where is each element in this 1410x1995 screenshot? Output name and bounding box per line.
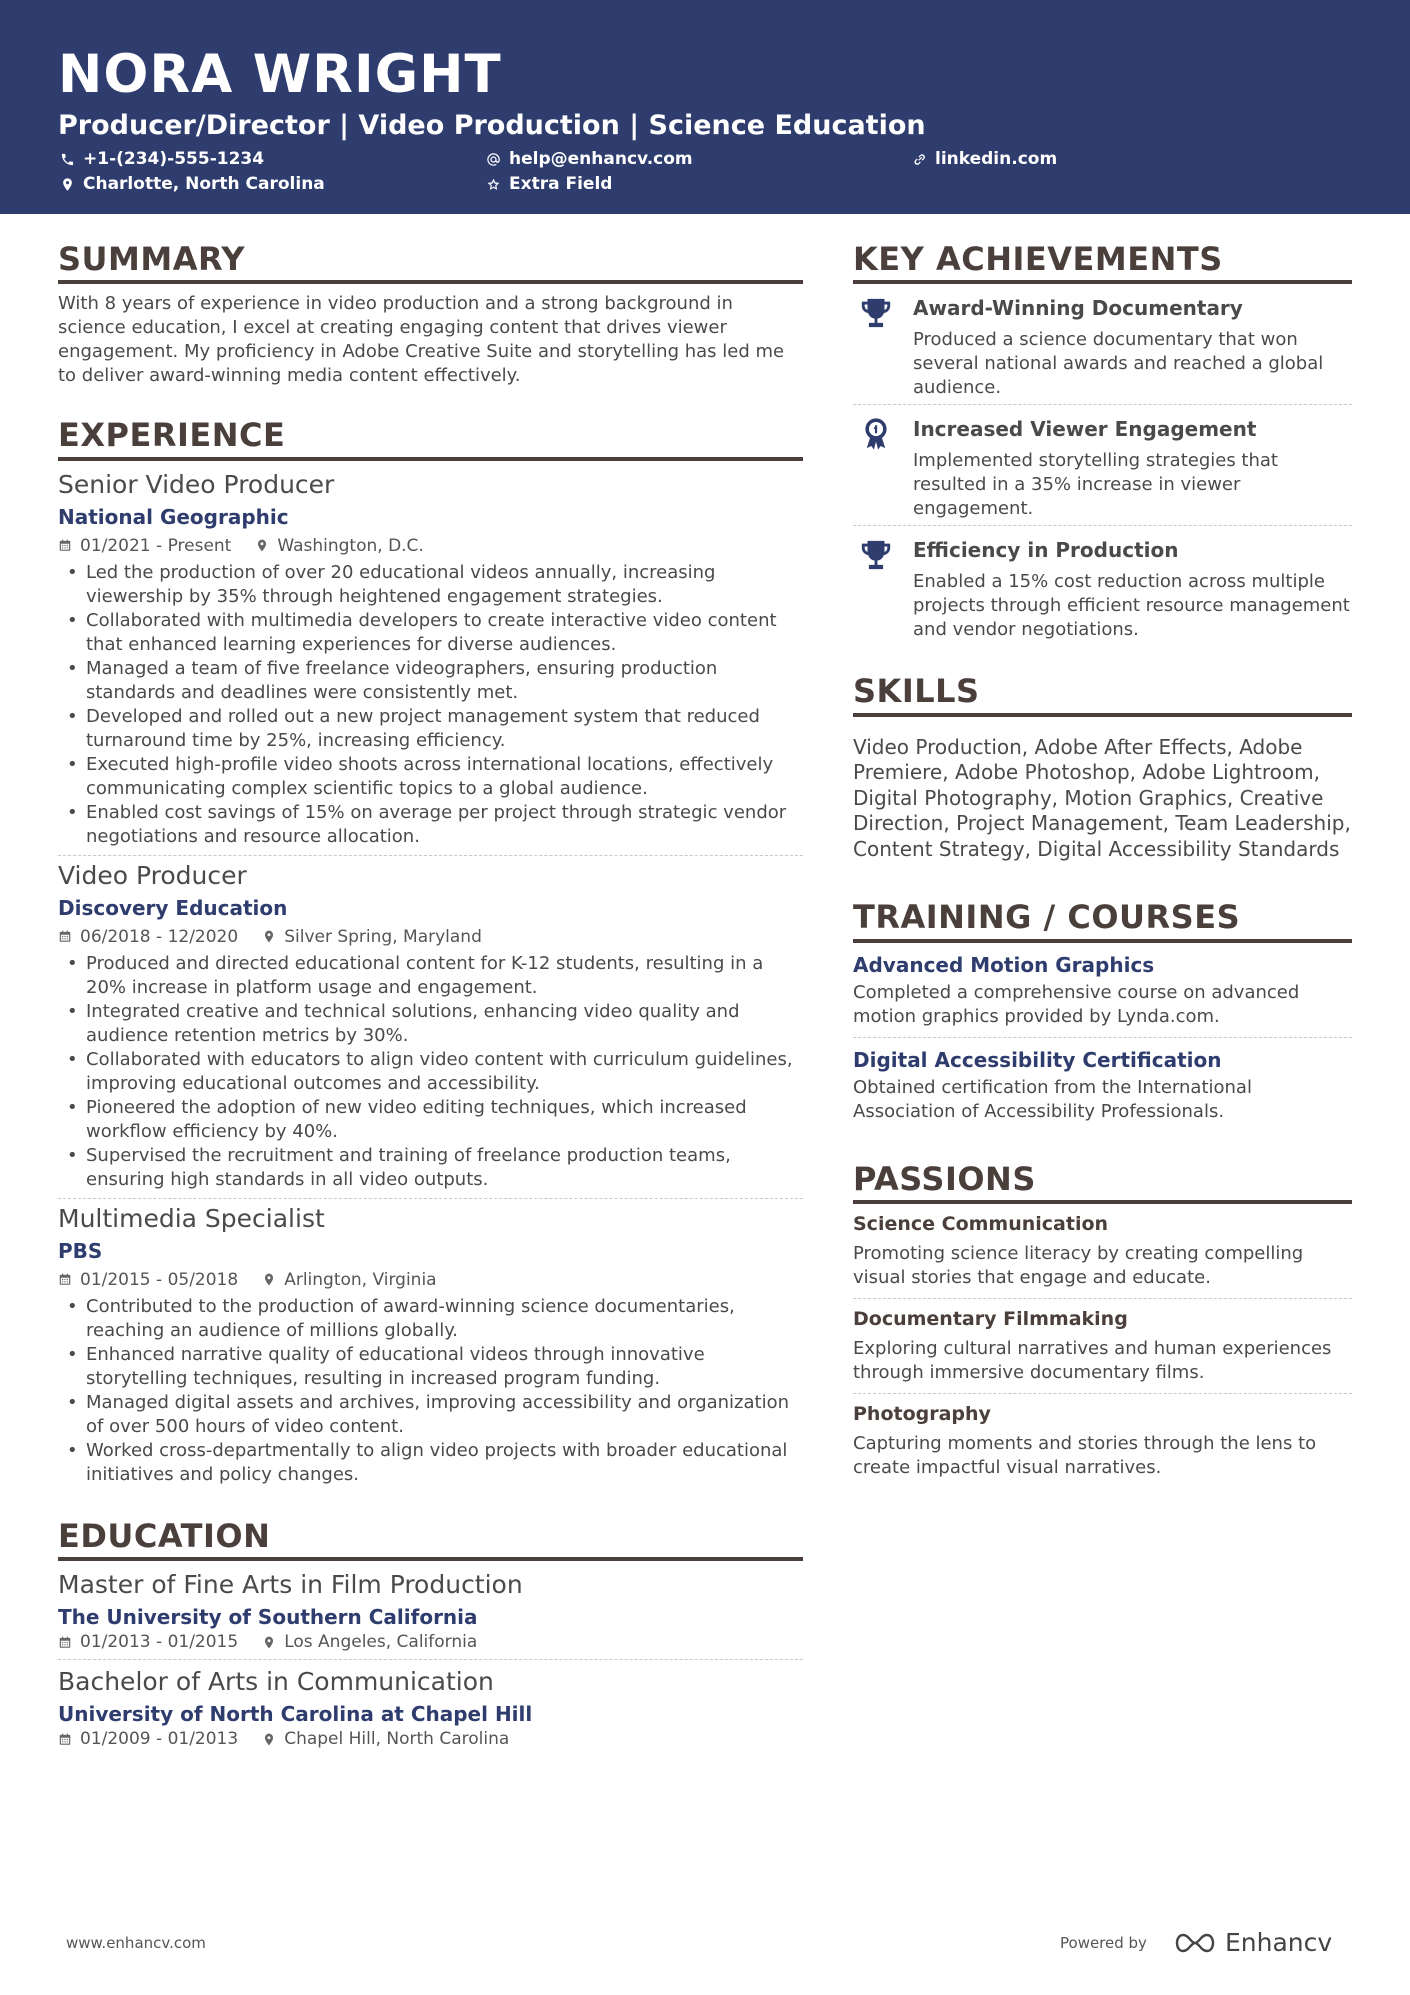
job-dates (58, 535, 231, 557)
bullet-item: • Contributed to the production of award-winning science documentaries, reaching an audience of millions globally. (58, 1295, 803, 1343)
school-name: University of North Carolina at Chapel Hill (58, 1702, 533, 1727)
passions-heading: PASSIONS (853, 1160, 1352, 1204)
achievement-body (913, 415, 1352, 521)
education-heading: EDUCATION (58, 1517, 803, 1561)
achievement-desc: Enabled a 15% cost reduction across multiple projects through efficient resource management and vendor negotiations. (913, 571, 1350, 641)
trophy-icon (859, 296, 893, 330)
calendar-icon (58, 538, 72, 553)
brand-name: Enhancv (1224, 1928, 1333, 1957)
job-meta (58, 1269, 803, 1291)
bullet-item: • Supervised the recruitment and training of freelance production teams, ensuring high standards in all video outputs. (58, 1144, 803, 1192)
degree-title: Bachelor of Arts in Communication (58, 1667, 494, 1697)
bullet-item: • Developed and rolled out a new project management system that reduced turnaround time by 25%, increasing efficiency. (58, 705, 803, 753)
location-pin-icon (262, 1635, 276, 1650)
summary-text: With 8 years of experience in video production and a strong background in science education, I excel at creating engaging content that drives viewer engagement. My proficiency in Adobe Creative Suite and storytelling has led me to deliver award-winning media content effectively. (58, 293, 785, 387)
contact-extra (486, 174, 612, 194)
passion-desc: Capturing moments and stories through the lens to create impactful visual narratives. (853, 1433, 1317, 1479)
candidate-name: NORA WRIGHT (58, 44, 502, 105)
job-entry (58, 860, 803, 1199)
education-meta (58, 1728, 803, 1750)
linkedin-text[interactable]: linkedin.com (935, 149, 1058, 169)
footer-branding (1060, 1928, 1332, 1957)
education-meta (58, 1631, 803, 1653)
company-name: Discovery Education (58, 895, 288, 920)
course-title: Advanced Motion Graphics (853, 952, 1155, 977)
education-entry (58, 1666, 803, 1756)
skills-section (853, 672, 1352, 862)
job-location (262, 1269, 436, 1291)
course-item (853, 943, 1352, 1038)
achievement-desc: Implemented storytelling strategies that resulted in a 35% increase in viewer engagement. (913, 450, 1278, 520)
footer-website[interactable]: www.enhancv.com (66, 1934, 206, 1952)
job-entry (58, 1203, 803, 1493)
bullet-item: • Enabled cost savings of 15% on average per project through strategic vendor negotiations and resource allocation. (58, 801, 803, 849)
dates-text: 01/2013 - 01/2015 (80, 1632, 239, 1653)
dates-text: 01/2009 - 01/2013 (80, 1729, 239, 1750)
extra-text: Extra Field (509, 174, 613, 194)
passion-desc: Promoting science literacy by creating compelling visual stories that engage and educate. (853, 1243, 1304, 1289)
job-meta (58, 926, 803, 948)
bullet-item: • Led the production of over 20 educational videos annually, increasing viewership by 35% through heightened engagement strategies. (58, 561, 803, 609)
school-name: The University of Southern California (58, 1605, 478, 1630)
job-meta (58, 535, 803, 557)
star-icon (486, 177, 501, 192)
achievement-item (853, 405, 1352, 526)
skills-heading: SKILLS (853, 672, 1352, 716)
bullet-item: • Pioneered the adoption of new video editing techniques, which increased workflow efficiency by 40%. (58, 1096, 803, 1144)
achievement-icon-wrap (853, 294, 913, 400)
enhancv-logo-icon (1173, 1931, 1217, 1955)
bullet-item: • Enhanced narrative quality of educational videos through innovative storytelling techniques, resulting in increased program funding. (58, 1343, 803, 1391)
passion-item (853, 1394, 1352, 1488)
contact-location (60, 174, 325, 194)
passion-item (853, 1204, 1352, 1299)
education-location (262, 1728, 509, 1750)
location-text: Chapel Hill, North Carolina (284, 1729, 510, 1750)
trophy-icon (859, 538, 893, 572)
job-bullets (58, 561, 803, 849)
calendar-icon (58, 1635, 72, 1650)
calendar-icon (58, 929, 72, 944)
powered-by-text: Powered by (1060, 1933, 1147, 1952)
job-bullets (58, 952, 803, 1192)
bullet-item: • Executed high-profile video shoots across international locations, effectively communicating complex scientific topics to a global audience. (58, 753, 803, 801)
location-pin-icon (262, 1732, 276, 1747)
education-location (262, 1631, 477, 1653)
candidate-title: Producer/Director | Video Production | Science Education (58, 110, 926, 141)
calendar-icon (58, 1272, 72, 1287)
location-text: Silver Spring, Maryland (284, 926, 482, 947)
dates-text: 01/2015 - 05/2018 (80, 1269, 239, 1290)
passion-title: Photography (853, 1403, 991, 1426)
passion-desc: Exploring cultural narratives and human experiences through immersive documentary films. (853, 1338, 1332, 1384)
degree-title: Master of Fine Arts in Film Production (58, 1570, 523, 1600)
experience-heading: EXPERIENCE (58, 416, 803, 460)
achievement-title: Increased Viewer Engagement (913, 417, 1257, 442)
location-pin-icon (255, 538, 269, 553)
job-dates (58, 926, 238, 948)
email-text[interactable]: help@enhancv.com (509, 149, 693, 169)
job-location (255, 535, 423, 557)
course-desc: Obtained certification from the International Association of Accessibility Professionals. (853, 1076, 1252, 1122)
achievements-section (853, 240, 1352, 646)
bullet-item: • Managed a team of five freelance videographers, ensuring production standards and deadlines were consistently met. (58, 657, 803, 705)
calendar-icon (58, 1732, 72, 1747)
training-section (853, 898, 1352, 1131)
contact-linkedin[interactable] (912, 149, 1057, 169)
company-name: National Geographic (58, 504, 289, 529)
achievements-heading: KEY ACHIEVEMENTS (853, 240, 1352, 284)
dates-text: 01/2021 - Present (80, 535, 232, 556)
bullet-item: • Collaborated with multimedia developers to create interactive video content that enhanced learning experiences for diverse audiences. (58, 609, 803, 657)
achievement-icon-wrap (853, 415, 913, 521)
summary-heading: SUMMARY (58, 240, 803, 284)
job-bullets (58, 1295, 803, 1487)
location-text: Los Angeles, California (284, 1632, 478, 1653)
education-section (58, 1517, 803, 1756)
passion-title: Documentary Filmmaking (853, 1308, 1128, 1331)
achievement-icon-wrap (853, 536, 913, 642)
right-column (853, 240, 1352, 1488)
bullet-item: • Produced and directed educational content for K-12 students, resulting in a 20% increase in platform usage and engagement. (58, 952, 803, 1000)
left-column (58, 240, 803, 1762)
passions-section (853, 1160, 1352, 1488)
bullet-item: • Collaborated with educators to align video content with curriculum guidelines, improving educational outcomes and accessibility. (58, 1048, 803, 1096)
job-location (262, 926, 482, 948)
location-text: Charlotte, North Carolina (83, 174, 325, 194)
job-entry (58, 469, 803, 856)
experience-section (58, 416, 803, 1492)
job-title: Video Producer (58, 860, 247, 890)
passion-item (853, 1299, 1352, 1394)
achievement-title: Efficiency in Production (913, 538, 1179, 563)
job-dates (58, 1269, 238, 1291)
location-text: Washington, D.C. (277, 535, 424, 556)
job-title: Senior Video Producer (58, 469, 335, 499)
course-desc: Completed a comprehensive course on advanced motion graphics provided by Lynda.com. (853, 981, 1300, 1027)
achievement-body (913, 536, 1352, 642)
course-item (853, 1038, 1352, 1132)
achievement-item (853, 526, 1352, 646)
link-icon (912, 152, 927, 167)
education-dates (58, 1631, 238, 1653)
summary-section (58, 240, 803, 388)
achievement-body (913, 294, 1352, 400)
passion-title: Science Communication (853, 1213, 1109, 1236)
education-dates (58, 1728, 238, 1750)
achievement-item (853, 284, 1352, 405)
location-pin-icon (60, 177, 75, 192)
dates-text: 06/2018 - 12/2020 (80, 926, 239, 947)
location-pin-icon (262, 929, 276, 944)
training-heading: TRAINING / COURSES (853, 898, 1352, 942)
resume-header (0, 0, 1410, 214)
location-pin-icon (262, 1272, 276, 1287)
contact-phone (60, 149, 264, 169)
contact-email[interactable] (486, 149, 693, 169)
company-name: PBS (58, 1238, 103, 1263)
at-icon (486, 152, 501, 167)
achievement-title: Award-Winning Documentary (913, 296, 1243, 321)
achievement-desc: Produced a science documentary that won several national awards and reached a global audience. (913, 329, 1324, 399)
skills-text: Video Production, Adobe After Effects, Adobe Premiere, Adobe Photoshop, Adobe Lightroom, Digital Photography, Motion Graphics, Creative Direction, Project Management, Team Leadership, Content Strategy, Digital Accessibility Standards (853, 734, 1351, 861)
job-title: Multimedia Specialist (58, 1203, 325, 1233)
award-ribbon-icon (859, 417, 893, 451)
bullet-item: • Managed digital assets and archives, improving accessibility and organization of over 500 hours of video content. (58, 1391, 803, 1439)
course-title: Digital Accessibility Certification (853, 1047, 1222, 1072)
bullet-item: • Integrated creative and technical solutions, enhancing video quality and audience retention metrics by 30%. (58, 1000, 803, 1048)
location-text: Arlington, Virginia (284, 1269, 437, 1290)
brand-logo[interactable] (1173, 1928, 1332, 1957)
bullet-item: • Worked cross-departmentally to align video projects with broader educational initiatives and policy changes. (58, 1439, 803, 1487)
phone-text: +1-(234)-555-1234 (83, 149, 265, 169)
education-entry (58, 1569, 803, 1660)
phone-icon (60, 152, 75, 167)
